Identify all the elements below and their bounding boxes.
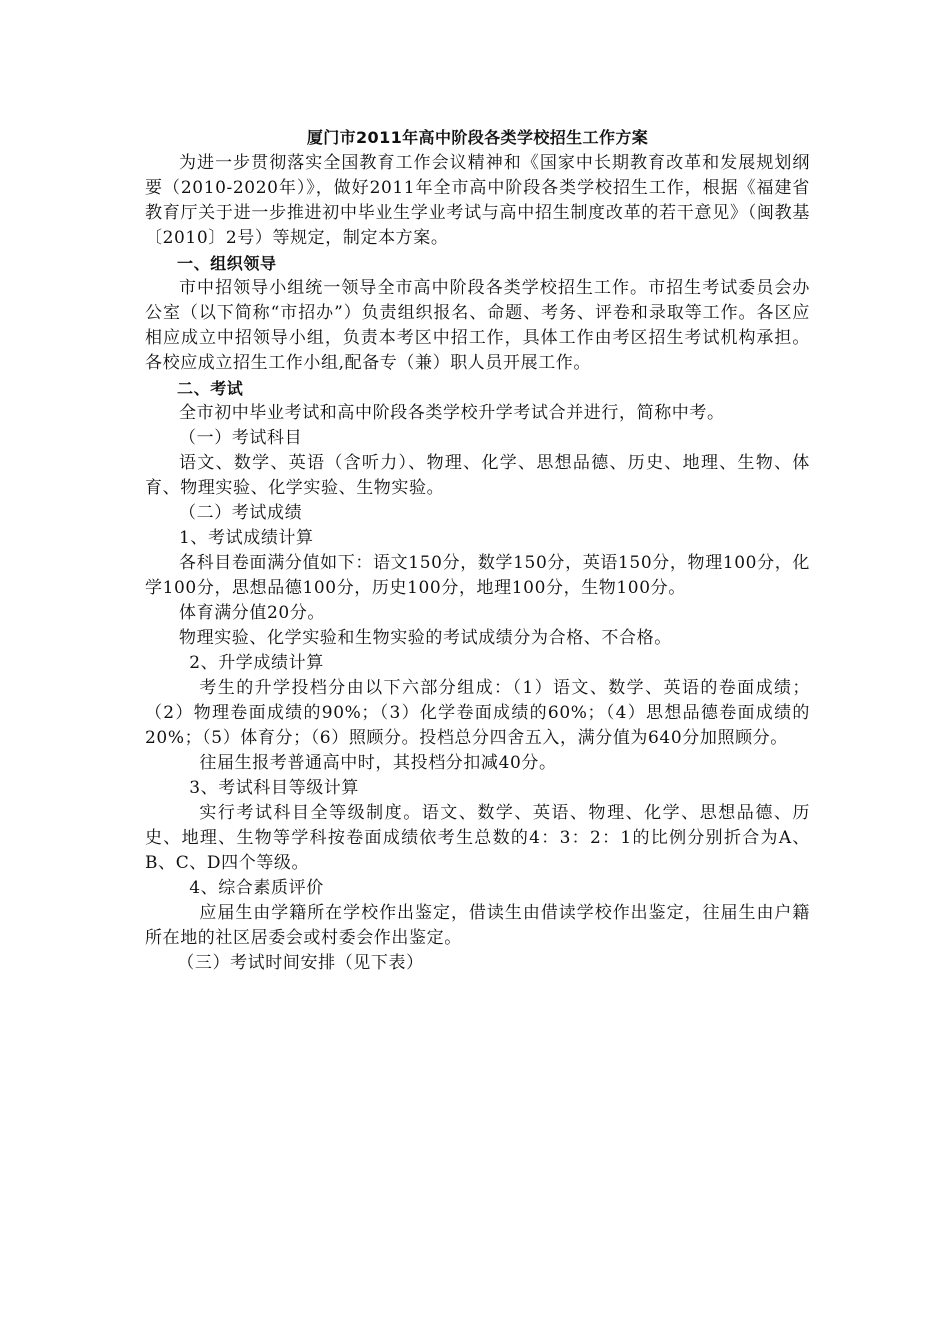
section-heading-exam: 二、考试 — [177, 379, 244, 398]
grade-calc-paragraph: 实行考试科目全等级制度。语文、数学、英语、物理、化学、思想品德、历史、地理、生物等学科按卷面成绩依考生总数的4：3：2：1的比例分别折合为A、B、C、D四个等级。 — [145, 803, 810, 873]
subsection-heading-subjects: （一）考试科目 — [179, 428, 303, 448]
intro-paragraph: 为进一步贯彻落实全国教育工作会议精神和《国家中长期教育改革和发展规划纲要（2010-2020年）》，做好2011年全市高中阶段各类学校招生工作，根据《福建省教育厅关于进一步推进初中毕业生学业考试与高中招生制度改革的若干意见》（闽教基〔2010〕2号）等规定，制定本方案。 — [145, 153, 810, 248]
section-heading-organization: 一、组织领导 — [177, 254, 277, 273]
item-heading-admission-score: 2、升学成绩计算 — [189, 653, 324, 673]
evaluation-paragraph: 应届生由学籍所在学校作出鉴定，借读生由借读学校作出鉴定，往届生由户籍所在地的社区居委会或村委会作出鉴定。 — [145, 903, 810, 948]
subsection-heading-schedule: （三）考试时间安排（见下表） — [177, 953, 424, 973]
score-calc-paragraph-3: 物理实验、化学实验和生物实验的考试成绩分为合格、不合格。 — [179, 628, 672, 648]
item-heading-grade-calc: 3、考试科目等级计算 — [189, 778, 360, 798]
organization-paragraph: 市中招领导小组统一领导全市高中阶段各类学校招生工作。市招生考试委员会办公室（以下简称“市招办”）负责组织报名、命题、考务、评卷和录取等工作。各区应相应成立中招领导小组，负责本考区中招工作，具体工作由考区招生考试机构承担。各校应成立招生工作小组,配备专（兼）职人员开展工作。 — [145, 278, 810, 373]
document-body — [145, 125, 810, 976]
score-calc-paragraph-1: 各科目卷面满分值如下：语文150分，数学150分，英语150分，物理100分，化学100分，思想品德100分，历史100分，地理100分，生物100分。 — [145, 553, 810, 598]
item-heading-evaluation: 4、综合素质评价 — [189, 878, 324, 898]
document-title: 厦门市2011年高中阶段各类学校招生工作方案 — [306, 128, 649, 147]
score-calc-paragraph-2: 体育满分值20分。 — [179, 603, 326, 623]
subsection-heading-scores: （二）考试成绩 — [179, 503, 303, 523]
admission-score-paragraph-2: 往届生报考普通高中时，其投档分扣减40分。 — [199, 753, 557, 773]
subjects-paragraph: 语文、数学、英语（含听力）、物理、化学、思想品德、历史、地理、生物、体育、物理实验、化学实验、生物实验。 — [145, 453, 810, 498]
admission-score-paragraph-1: 考生的升学投档分由以下六部分组成：（1）语文、数学、英语的卷面成绩；（2）物理卷面成绩的90%；（3）化学卷面成绩的60%；（4）思想品德卷面成绩的20%；（5）体育分；（6）照顾分。投档总分四舍五入，满分值为640分加照顾分。 — [145, 678, 810, 748]
exam-paragraph: 全市初中毕业考试和高中阶段各类学校升学考试合并进行，简称中考。 — [179, 403, 725, 423]
item-heading-score-calc: 1、考试成绩计算 — [179, 528, 314, 548]
